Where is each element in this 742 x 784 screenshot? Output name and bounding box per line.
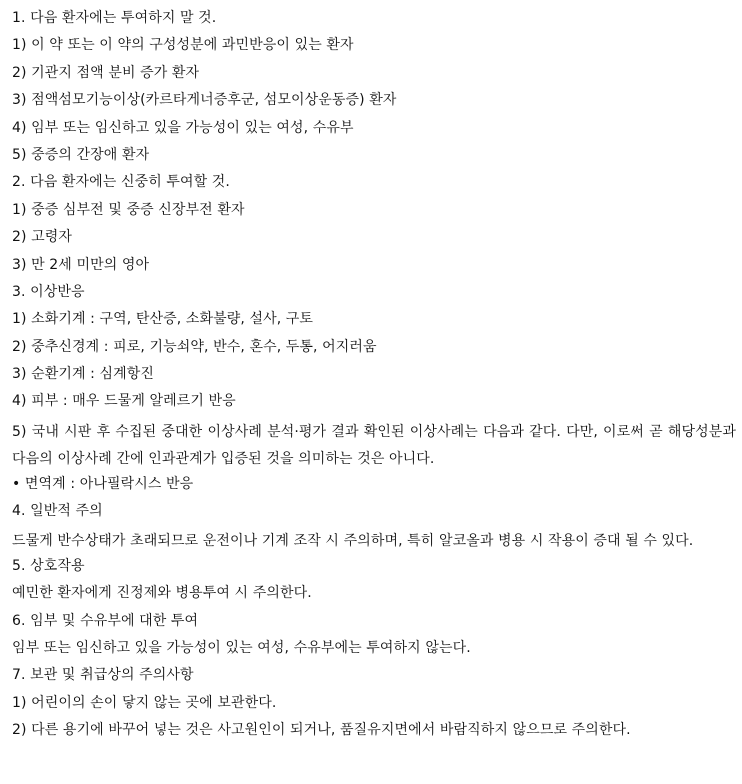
list-item: 3) 만 2세 미만의 영아	[12, 256, 150, 273]
list-item: 4) 피부 : 매우 드물게 알레르기 반응	[12, 393, 236, 410]
list-item: 2) 다른 용기에 바꾸어 넣는 것은 사고원인이 되거나, 품질유지면에서 바람직하지 않으므로 주의한다.	[12, 722, 631, 739]
list-item: 5) 중증의 간장애 환자	[12, 146, 150, 163]
section-heading-contraindications: 1. 다음 환자에는 투여하지 말 것.	[12, 10, 217, 26]
list-item: 3) 점액섬모기능이상(카르타게너증후군, 섬모이상운동증) 환자	[12, 92, 397, 109]
paragraph: 드물게 반수상태가 초래되므로 운전이나 기계 조작 시 주의하며, 특히 알코올과 병용 시 작용이 증대 될 수 있다.	[12, 533, 694, 550]
section-heading-adverse-reactions: 3. 이상반응	[12, 283, 85, 300]
list-item: 4) 임부 또는 임신하고 있을 가능성이 있는 여성, 수유부	[12, 119, 354, 136]
list-item: 1) 중증 심부전 및 중증 신장부전 환자	[12, 201, 245, 218]
list-item: 1) 소화기계 : 구역, 탄산증, 소화불량, 설사, 구토	[12, 311, 314, 328]
list-item: 1) 이 약 또는 이 약의 구성성분에 과민반응이 있는 환자	[12, 37, 354, 54]
drug-precautions-document	[12, 8, 736, 748]
section-heading-interactions: 5. 상호작용	[12, 557, 85, 574]
section-heading-pregnancy: 6. 임부 및 수유부에 대한 투여	[12, 612, 199, 629]
list-item: 1) 어린이의 손이 닿지 않는 곳에 보관한다.	[12, 694, 277, 711]
section-heading-general-precautions: 4. 일반적 주의	[12, 503, 103, 520]
list-item: 2) 중추신경계 : 피로, 기능쇠약, 반수, 혼수, 두통, 어지러움	[12, 338, 377, 355]
list-item: 3) 순환기계 : 심계항진	[12, 366, 155, 383]
section-heading-storage: 7. 보관 및 취급상의 주의사항	[12, 667, 194, 684]
section-heading-careful-administration: 2. 다음 환자에는 신중히 투여할 것.	[12, 174, 230, 191]
paragraph: 임부 또는 임신하고 있을 가능성이 있는 여성, 수유부에는 투여하지 않는다.	[12, 640, 471, 657]
list-item: 5) 국내 시판 후 수집된 중대한 이상사례 분석·평가 결과 확인된 이상사례는 다음과 같다. 다만, 이로써 곧 해당성분과 다음의 이상사례 간에 인과관계가 입증된 것을 의미하는 것은 아니다.	[12, 423, 736, 468]
list-item: 2) 기관지 점액 분비 증가 환자	[12, 64, 200, 81]
bullet-item: • 면역계 : 아나필락시스 반응	[12, 475, 194, 492]
list-item: 2) 고령자	[12, 229, 72, 246]
paragraph: 예민한 환자에게 진정제와 병용투여 시 주의한다.	[12, 585, 312, 602]
